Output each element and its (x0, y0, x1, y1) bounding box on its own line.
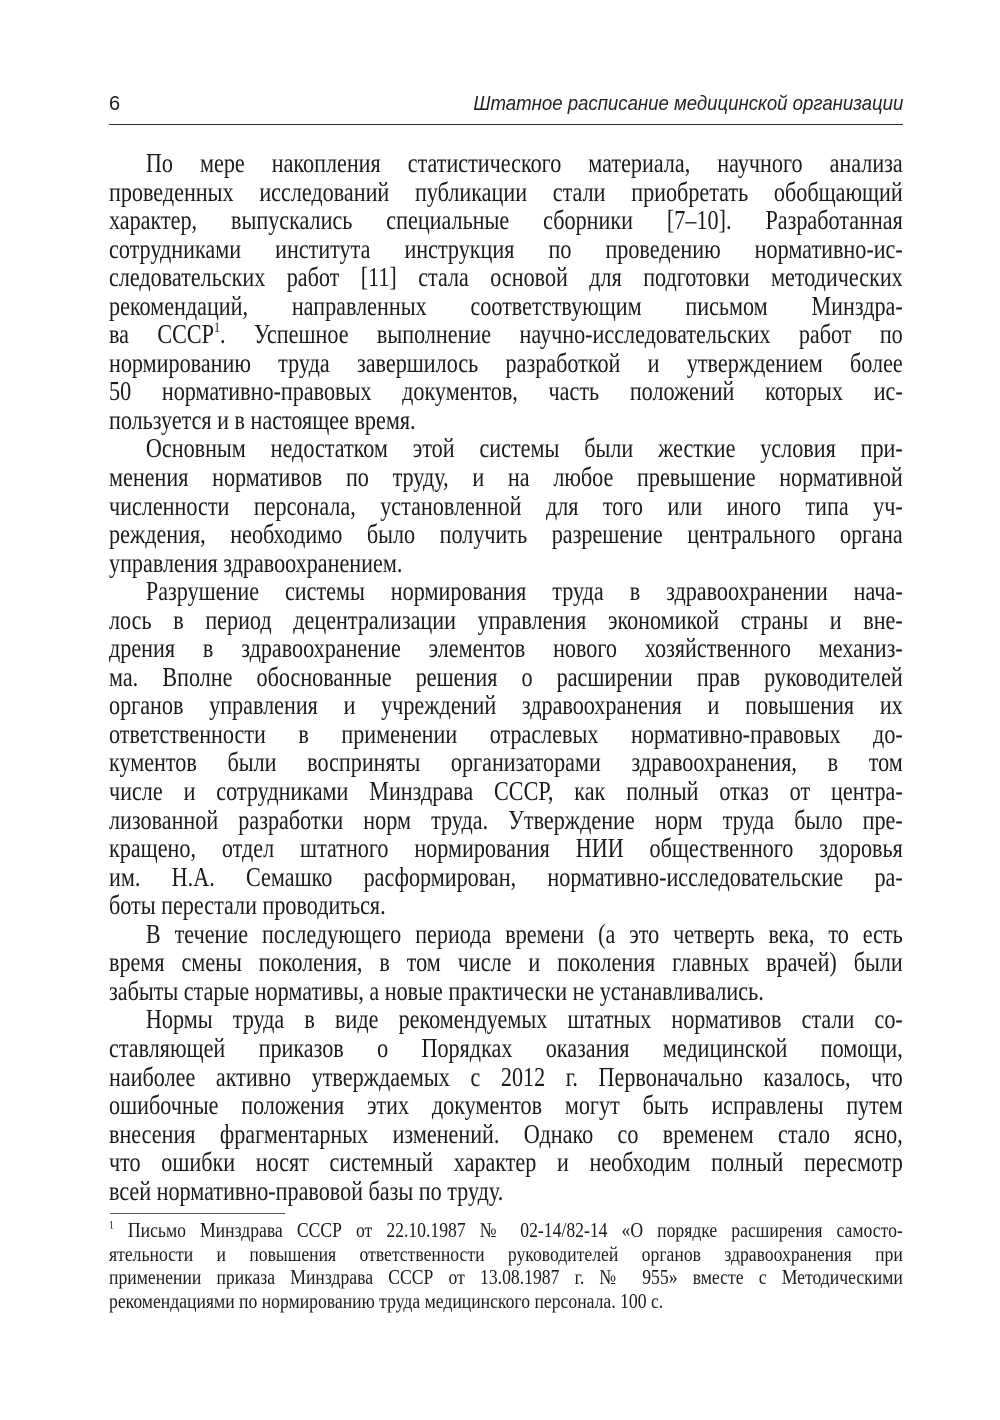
footnote-line: ятельности и повышения ответственности руководителей органов здравоохранения при (109, 1241, 903, 1266)
text-segment: . Успешное выполнение научно-исследовательских работ по (220, 319, 903, 350)
header-rule (109, 124, 903, 125)
footnote-reference[interactable]: 1 (213, 320, 221, 337)
text-line: наиболее активно утверждаемых с 2012 г. Первоначально казалось, что (109, 1061, 903, 1092)
text-line: Основным недостатком этой системы были жесткие условия при- (145, 433, 903, 464)
text-line: следовательских работ [11] стала основой для подготовки методических (109, 262, 903, 293)
text-line: ставляющей приказов о Порядках оказания медицинской помощи, (109, 1032, 903, 1063)
text-line: боты перестали проводиться. (109, 890, 386, 921)
text-line: дрения в здравоохранение элементов нового хозяйственного механиз- (109, 633, 903, 664)
paragraph (109, 149, 903, 434)
text-line: пользуется и в настоящее время. (109, 404, 416, 435)
text-line: численности персонала, установленной для того или иного типа уч- (109, 490, 903, 521)
text-line: проведенных исследований публикации стали приобретать обобщающий (109, 176, 903, 207)
text-line: что ошибки носят системный характер и необходим полный пересмотр (109, 1147, 903, 1178)
paragraph (109, 434, 903, 577)
text-line: ошибочные положения этих документов могут быть исправлены путем (109, 1090, 903, 1121)
text-line: лось в период децентрализации управления экономикой страны и вне- (109, 604, 903, 635)
text-line: ответственности в применении отраслевых нормативно-правовых до- (109, 718, 903, 749)
text-line: 50 нормативно-правовых документов, часть положений которых ис- (109, 376, 903, 407)
footnote-separator (110, 1213, 285, 1214)
text-line: сотрудниками института инструкция по проведению нормативно-ис- (109, 233, 903, 264)
text-line: числе и сотрудниками Минздрава СССР, как полный отказ от центра- (109, 776, 903, 807)
text-line: им. Н.А. Семашко расформирован, нормативно-исследовательские ра- (109, 861, 903, 892)
text-line: В течение последующего периода времени (а это четверть века, то есть (145, 918, 903, 949)
text-line: управления здравоохранением. (109, 547, 403, 578)
footnote (109, 1219, 903, 1313)
paragraph (109, 920, 903, 1006)
text-segment: ва СССР (109, 319, 214, 350)
footnote-line (109, 1219, 903, 1243)
text-line: кращено, отдел штатного нормирования НИИ общественного здоровья (109, 833, 903, 864)
text-line: Нормы труда в виде рекомендуемых штатных нормативов стали со- (145, 1004, 903, 1035)
text-line: менения нормативов по труду, и на любое превышение нормативной (109, 462, 903, 493)
footnote-text: Письмо Минздрава СССР от 22.10.1987 № 02-14/82-14 «О порядке расширения самосто- (127, 1218, 903, 1242)
text-line: По мере накопления статистического материала, научного анализа (145, 148, 903, 178)
text-line: характер, выпускались специальные сборники [7–10]. Разработанная (109, 205, 903, 236)
text-line (109, 320, 903, 349)
text-line: кументов были восприняты организаторами здравоохранения, в том (109, 747, 903, 778)
text-line: Разрушение системы нормирования труда в здравоохранении нача- (145, 576, 903, 607)
text-line: время смены поколения, в том числе и поколения главных врачей) были (109, 947, 903, 978)
text-line: всей нормативно-правовой базы по труду. (109, 1175, 504, 1206)
running-header-title: Штатное расписание медицинской организации (473, 93, 903, 115)
page-number: 6 (109, 93, 121, 115)
text-line: органов управления и учреждений здравоохранения и повышения их (109, 690, 903, 721)
body-text (109, 149, 903, 1205)
footnote-marker: 1 (109, 1219, 114, 1232)
text-line: забыты старые нормативы, а новые практически не устанавливались. (109, 975, 764, 1006)
paragraph (109, 577, 903, 920)
text-line: ма. Вполне обоснованные решения о расширении прав руководителей (109, 661, 903, 692)
paragraph (109, 1005, 903, 1205)
text-line: внесения фрагментарных изменений. Однако со временем стало ясно, (109, 1118, 903, 1149)
text-line: рекомендаций, направленных соответствующим письмом Минздра- (109, 290, 903, 321)
text-line: лизованной разработки норм труда. Утверждение норм труда было пре- (109, 804, 903, 835)
footnote-line: рекомендациями по нормированию труда медицинского персонала. 100 с. (109, 1288, 664, 1313)
text-line: нормированию труда завершилось разработкой и утверждением более (109, 347, 903, 378)
footnote-line: применении приказа Минздрава СССР от 13.08.1987 г. № 955» вместе с Методическими (109, 1265, 903, 1289)
text-line: реждения, необходимо было получить разрешение центрального органа (109, 519, 903, 550)
